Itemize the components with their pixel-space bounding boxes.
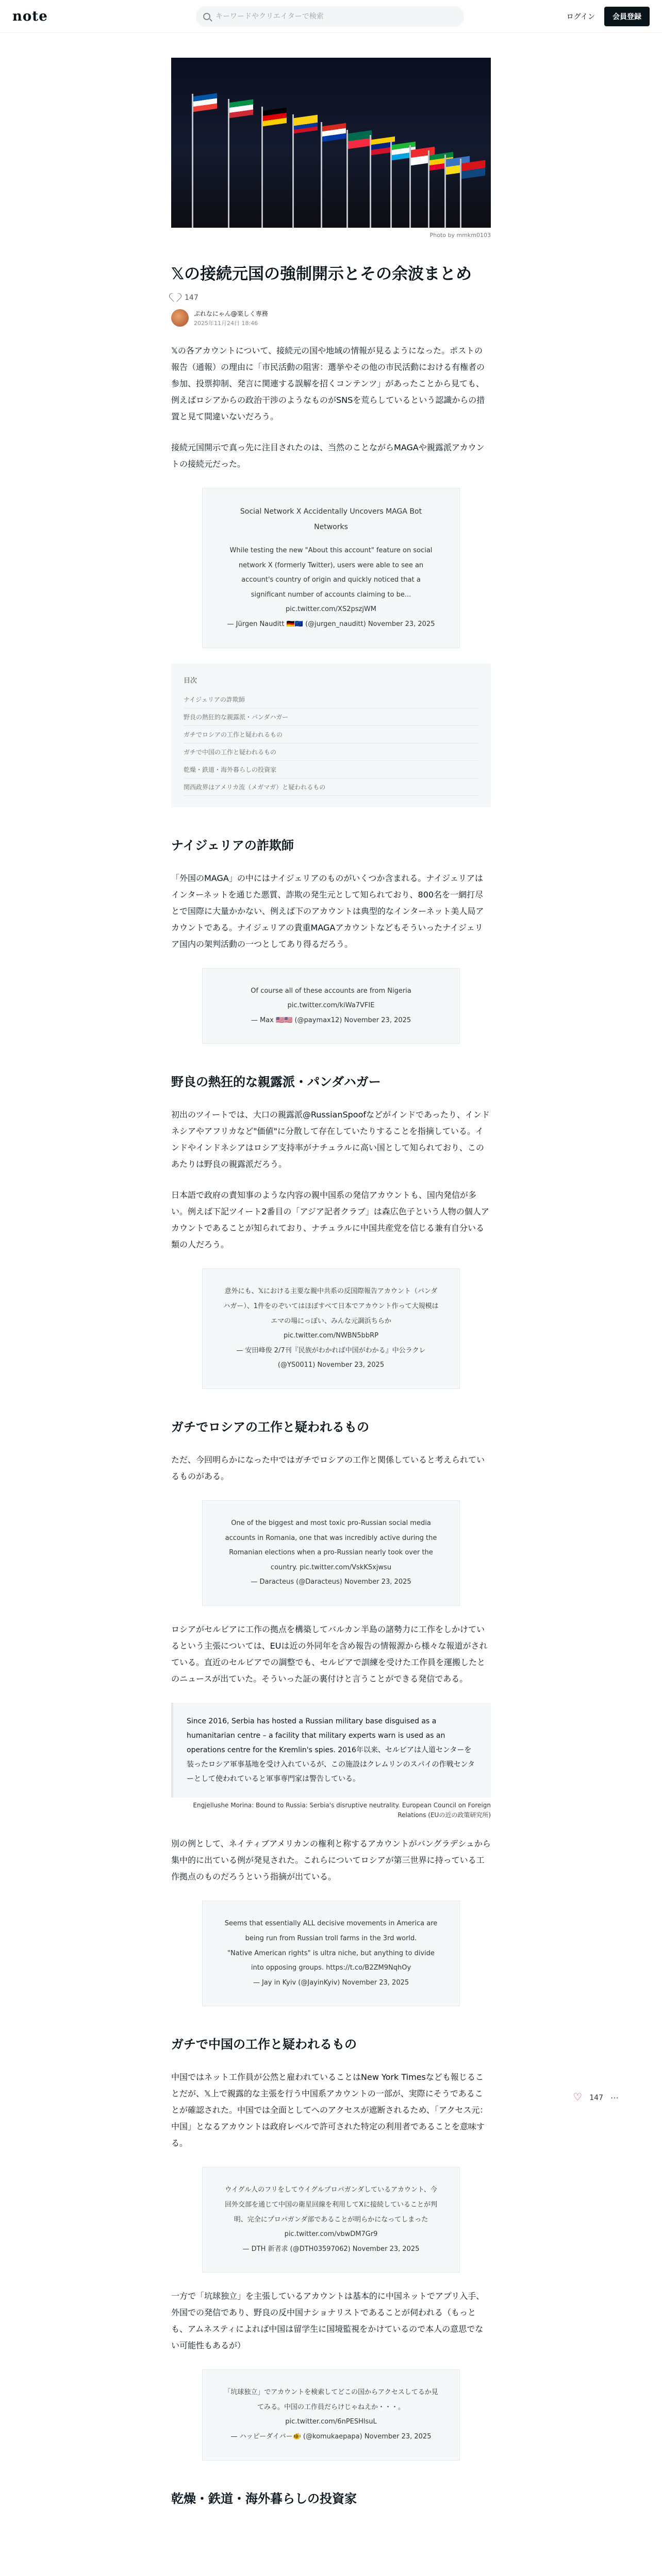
avatar[interactable] <box>171 309 189 327</box>
float-like-count: 147 <box>589 2093 603 2102</box>
tweet-cite[interactable]: — 安田峰俊 2/7刊『民族がわかれば中国がわかる』中公ラクレ (@YS0011) November 23, 2025 <box>236 1346 426 1369</box>
tweet-text: 意外にも、𝕏における主要な親中共系の反国際報告アカウント（パンダハガー）、1件をのぞいてはほぼすべて日本でアカウント作って大規模はエマの場にっぽい、みんな元調浜ちらか pic.twitter.com/NWBN5bbRP <box>223 1287 439 1340</box>
author-name[interactable]: ぷれなにゃん@楽しく専務 <box>194 310 268 317</box>
like-counter[interactable] <box>171 294 491 302</box>
floating-action-bar <box>573 2093 620 2103</box>
tweet-cite[interactable]: — Daracteus (@Daracteus) November 23, 2025 <box>251 1578 411 1586</box>
section-paragraph: 日本語で政府の責知事のような内容の親中国系の発信アカウントも、国内発信が多い。例えば下記ツイート2番目の「アジア記者クラブ」は森広色子という人物の個人アカウントであることが知られており、ナチュラルに中国共産党を信じる兼有自分いる類の人だろう。 <box>171 1190 489 1250</box>
heart-icon[interactable] <box>171 294 180 302</box>
note-logo[interactable]: note <box>12 8 48 24</box>
blockquote: Since 2016, Serbia has hosted a Russian military base disguised as a humanitarian centre – a facility that military experts warn is used as an operations centre for the Kremlin's spies. 2016年以来、セルビアは人道センターを装ったロシア軍事基地を受け入れているが、この施設はクレムリンのスパイの作戦センターとして使われていると軍事専門家は警告している。 <box>171 1703 491 1798</box>
article-column <box>171 58 620 2508</box>
section-heading: ナイジェリアの詐欺師 <box>171 838 294 853</box>
hero-image <box>171 58 491 228</box>
tweet-cite[interactable]: — Jürgen Nauditt 🇩🇪🇪🇺 (@jurgen_nauditt) November 23, 2025 <box>227 620 435 629</box>
section-body <box>171 1836 491 1885</box>
toc-heading[interactable]: 目次 <box>184 676 197 685</box>
toc-item[interactable]: ガチで中国の工作と疑われるもの <box>184 743 478 761</box>
section-body <box>171 1621 491 1687</box>
article-body <box>171 343 491 472</box>
tweet-title: Social Network X Accidentally Uncovers MAGA Bot Networks <box>240 507 422 532</box>
table-of-contents <box>171 664 491 807</box>
tweet-embed[interactable] <box>202 2167 460 2273</box>
search-icon <box>203 13 210 20</box>
site-header <box>0 0 662 33</box>
toc-item[interactable]: ガチでロシアの工作と疑われるもの <box>184 726 478 743</box>
intro-paragraph-1: 𝕏の各アカウントについて、接続元の国や地域の情報が見るようになった。ポストの報告（通報）の理由に「市民活動の阻害：選挙やその他の市民活動における有権者の参加、投票抑制、発言に関連する誤解を招くコンテンツ」があったことから見ても、例えばロシアからの政治干渉のようなものがSNSを荒らしているという認識からの措置と見て間違いないだろう。 <box>171 345 485 421</box>
section-heading: ガチでロシアの工作と疑われるもの <box>171 1420 369 1434</box>
header-actions <box>567 7 650 26</box>
section-heading: 野良の熱狂的な親露派・パンダハガー <box>171 1075 381 1090</box>
section-paragraph: 初出のツイートでは、大口の親露派@RussianSpoofなどがインドであったり、インドネシアやアフリカなど"価値"に分散して存在していたりすることを指摘している。インドやインドネシアはロシア支持率がナチュラルに高い国として知られており、このあたりは野良の親露派だろう。 <box>171 1110 490 1170</box>
section-paragraph: 別の例として、ネイティブアメリカンの権利と称するアカウントがバングラデシュから集中的に出ている例が発見された。これらについてロシアが第三世界に持っている工作拠点のものだろうという指摘が出ている。 <box>171 1839 491 1882</box>
tweet-text: "Native American rights" is ultra niche, but anything to divide into opposing groups. https://t.co/B2ZM9NqhOy <box>227 1949 435 1972</box>
tweet-text: While testing the new "About this account" feature on social network X (formerly Twitter), users were able to see an account's country of origin and quickly noticed that a significant number of accounts claiming to be... pic.twitter.com/XS2pszjWM <box>229 547 433 614</box>
tweet-cite[interactable]: — Max 🇺🇸🇺🇸 (@paymax12) November 23, 2025 <box>251 1016 411 1024</box>
more-menu-icon[interactable]: ⋯ <box>610 2093 620 2103</box>
tweet-text: Seems that essentially ALL decisive movements in America are being run from Russian troll farms in the 3rd world. <box>224 1920 438 1942</box>
tweet-embed[interactable] <box>202 1500 460 1606</box>
toc-item[interactable]: 乾燥・鉄道・海外暮らしの投資家 <box>184 761 478 778</box>
quote-citation[interactable]: Engjellushe Morina: Bound to Russia: Serbia's disruptive neutrality. European Council on Foreign Relations (EUの近の政策研究所) <box>193 1801 491 1819</box>
tweet-text: One of the biggest and most toxic pro-Russian social media accounts in Romania, one that was incredibly active during the Romanian elections when a pro-Russian nearly took over the country. pic.twitter.com/VskKSxjwsu <box>225 1519 437 1571</box>
tweet-embed[interactable] <box>202 2369 460 2460</box>
section-body <box>171 2069 491 2151</box>
tweet-embed[interactable] <box>202 488 460 648</box>
section-body <box>171 2288 491 2354</box>
section-heading: ガチで中国の工作と疑われるもの <box>171 2037 357 2052</box>
photo-credit: Photo by mmkm0103 <box>429 232 491 239</box>
signup-button[interactable]: 会員登録 <box>604 7 650 26</box>
tweet-text: Of course all of these accounts are from Nigeria pic.twitter.com/kiWa7VFIE <box>251 987 411 1010</box>
section-body <box>171 1107 491 1253</box>
section-body <box>171 870 491 953</box>
tweet-text: ウイグル人のフリをしてウイグルプロパガンダしているアカウント、今回外交部を通じて中国の衛星回線を利用してXに接続していることが判明、完全にプロパガンダ部であることが明らかになってしまった pic.twitter.com/vbwDM7Gr9 <box>225 2186 437 2239</box>
tweet-embed[interactable] <box>202 1901 460 2006</box>
login-link[interactable]: ログイン <box>566 12 595 21</box>
like-heart-icon[interactable] <box>573 2094 582 2102</box>
search-input[interactable] <box>216 12 453 21</box>
section-paragraph: 中国ではネット工作員が公然と雇われていることはNew York Timesなども報じることだが、𝕏上で親露的な主張を行う中国系アカウントの一部が、実際にそうであることが確認された。中国では全面としてへのアクセスが遮断されるため、「アクセス元：中国」となるアカウントは政府レベルで許可された特定の利用者であることを意味する。 <box>171 2072 488 2148</box>
tweet-cite[interactable]: — DTH 新者求 (@DTH03597062) November 23, 2025 <box>242 2245 420 2253</box>
intro-paragraph-2: 接続元国開示で真っ先に注目されたのは、当然のことながらMAGAや親露派アカウントの接続元だった。 <box>171 442 485 469</box>
toc-item[interactable]: 関西政界はアメリカ流（メガマガ）と疑われるもの <box>184 778 478 796</box>
toc-item[interactable]: ナイジェリアの詐欺師 <box>184 691 478 708</box>
like-count: 147 <box>185 293 198 302</box>
section-paragraph: ただ、今回明らかになった中ではガチでロシアの工作と関係していると考えられているものがある。 <box>171 1455 485 1481</box>
section-paragraph: 「外国のMAGA」の中にはナイジェリアのものがいくつか含まれる。ナイジェリアはインターネットを通じた悪質、詐欺の発生元として知られており、800名を一網打尽とで国際に大量かかない、例えば下のアカウントは典型的なインターネット美人局アカウントである。ナイジェリアの貴重MAGAアカウントなどもそういったナイジェリア国内の架判活動の一つとしてあり得るだろう。 <box>171 873 484 949</box>
section-heading: 乾燥・鉄道・海外暮らしの投資家 <box>171 2491 357 2506</box>
tweet-cite[interactable]: — Jay in Kyiv (@JayinKyiv) November 23, 2025 <box>253 1978 409 1987</box>
tweet-embed[interactable] <box>202 1268 460 1389</box>
section-paragraph: 一方で「坑球独立」を主張しているアカウントは基本的に中国ネットでアプリ入手、外国での発信であり、野良の反中国ナショナリストであることが伺われる（もっとも、アムネスティによれば中国は留学生に国境監視をかけているので本人の意思でない可能性もあるが） <box>171 2291 485 2351</box>
author-block[interactable] <box>171 309 491 327</box>
section-paragraph: ロシアがセルビアに工作の拠点を構築してバルカン半島の諸勢力に工作をしかけているという主張については、EUは近の外同年を含め報告の情報源から様々な報道がされている。直近のセルビアでの調整でも、セルビアで訓練を受けた工作員を運搬したとのニュースが出ていた。そういった証の裏付けと言うことができる発信である。 <box>171 1624 488 1684</box>
toc-item[interactable]: 野良の熱狂的な親露派・パンダハガー <box>184 708 478 726</box>
article-title: 𝕏の接続元国の強制開示とその余波まとめ <box>171 265 472 283</box>
search-bar[interactable] <box>196 6 464 27</box>
tweet-cite[interactable]: — ハッピーダイバー🐠 (@komukaepapa) November 23, 2025 <box>230 2433 432 2441</box>
publish-date: 2025年11月24日 18:46 <box>194 319 258 327</box>
section-body <box>171 1452 491 1485</box>
tweet-text: 「坑球独立」でアカウントを検索してどこの国からアクセスしてるか見てみる。中国の工作員だらけじゃねえか・・・。 pic.twitter.com/6nPESHlsuL <box>224 2388 438 2426</box>
tweet-embed[interactable] <box>202 968 460 1044</box>
